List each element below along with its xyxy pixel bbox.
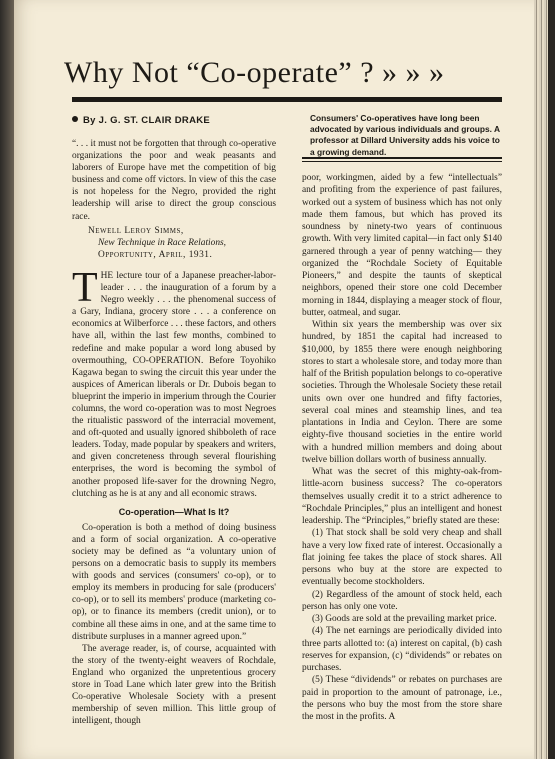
article-title: Why Not “Co-operate” ? » » » (64, 56, 445, 89)
blurb-rule-thin (302, 161, 502, 162)
paragraph: poor, workingmen, aided by a few “intellectuals” and profiting from the experience of past failures, worked out a system of business which has not only made them famous, but which has proved its soundness by ninety-two years of continuous growth. With very limited capital—in fact only $140 garnered through a year of penny watching— they organized the “Rochdale Society of Equitable Pioneers,” and despite the taunts of skeptical neighbors, opened their store one cold December morning in 1844, displaying a meager stock of flour, butter, oatmeal, and sugar. (302, 173, 502, 318)
list-item: (3) Goods are sold at the prevailing market price. (312, 614, 497, 624)
bullet-icon (72, 116, 78, 122)
paragraph: Co-operation is both a method of doing business and a form of social organization. A co-operative society may be defined as “a voluntary union of persons on a democratic basis to supply its members with goods and services (consumers' co-op), or to employ its members in producing for sale (producers' co-op), or to sell its members' produce (marketing co-op), or to finance its members (credit union), or to combine all these aims in one, and at the same time to distribute surpluses in a manner agreed upon.” (72, 522, 276, 642)
book-spine (0, 0, 14, 759)
epigraph-attribution (72, 225, 276, 261)
right-column (302, 172, 502, 723)
list-item: (4) The net earnings are periodically divided into three parts allotted to: (a) interest on capital, (b) cash reserves for expansion, (c) “dividends” or rebates on purchases. (302, 626, 502, 673)
title-rule (72, 97, 502, 102)
left-column (72, 138, 276, 727)
list-item: (5) These “dividends” or rebates on purchases are paid in proportion to the amount of patronage, i.e., the persons who buy the most from the store share the most in the profits. A (302, 675, 502, 722)
attribution-work: New Technique in Race Relations, (98, 237, 227, 248)
attribution-name: Newell Leroy Simms, (88, 225, 184, 236)
byline (72, 115, 210, 126)
paragraph: The average reader, is, of course, acquainted with the story of the twenty-eight weavers of Rochdale, England who organized the unpretentious grocery store in Toad Lane which later grew into the British Co-operative Wholesale Society with a present membership of seven million. This little group of intelligent, though (72, 643, 276, 727)
blurb-rule (302, 157, 502, 159)
section-subhead: Co-operation—What Is It? (118, 506, 230, 517)
book-cover-edge (548, 0, 555, 759)
paragraph: Within six years the membership was over six hundred, by 1851 the capital had increased to $10,000, by 1855 there were enough neighboring stores to start a wholesale store, and today more than half of the British population belongs to co-operative societies. Through the Wholesale Society these retail units own over one hundred and fifty factories, several coal mines and steamship lines, and tea plantations in India and Ceylon. There are some eighty-five thousand societies in the entire world with a hundred million members and doing about twelve billion dollars worth of business annually. (302, 320, 502, 465)
list-item: (2) Regardless of the amount of stock held, each person has only one vote. (302, 589, 502, 612)
drop-cap: T (72, 264, 98, 311)
attribution-publication: Opportunity, April, 1931. (98, 249, 213, 260)
principles-list (302, 527, 502, 723)
magazine-page (14, 0, 534, 759)
lead-text: HE lecture tour of a Japanese preacher-labor-leader . . . the inauguration of a forum by a Negro weekly . . . the phenomenal success of a Gary, Indiana, grocery store . . . a conference on economics at Wilberforce . . . these factors, and others have all, within the last few months, combined to redefine and make popular a word long abused by overmouthing, CO-OPERATION. Before Toyohiko Kagawa began to swing the circuit this year under the auspices of American liberals or Dr. Dubois began to blueprint the imperio in imperium through the Courier columns, the word co-operation was to most Negroes the ritualistic password of the interracial movement, and oft-quoted and usually ignored shibboleth of race leaders. Today, made popular by speakers and writers, and given concreteness through several flourishing enterprises, the word is becoming the symbol of another proposed life-saver for the drowning Negro, clutching as he is at any and all economic straws. (72, 270, 276, 499)
epigraph-quote: “. . . it must not be forgotten that through co-operative organizations the poor and weak peasants and laborers of Europe have met the competition of big business and come off victors. In view of this the case is not hopeless for the Negro, provided the right leadership will arise to direct the group conscious race. (72, 139, 276, 222)
lead-paragraph (72, 264, 276, 500)
intro-blurb: Consumers' Co-operatives have long been advocated by various individuals and groups. A professor at Dillard University adds his voice to a growing demand. (310, 113, 500, 157)
paragraph: What was the secret of this mighty-oak-from-little-acorn business success? The co-operators themselves usually credit it to a strict adherence to “Rochdale Principles,” plus an intelligent and honest leadership. The “Principles,” briefly stated are these: (302, 467, 502, 526)
byline-text: By J. G. ST. CLAIR DRAKE (83, 115, 211, 126)
list-item: (1) That stock shall be sold very cheap and shall have a very low fixed rate of interest. Occasionally a flat joining fee takes the place of stock shares. All persons who buy at the store are expected to eventually become stockholders. (302, 528, 502, 588)
